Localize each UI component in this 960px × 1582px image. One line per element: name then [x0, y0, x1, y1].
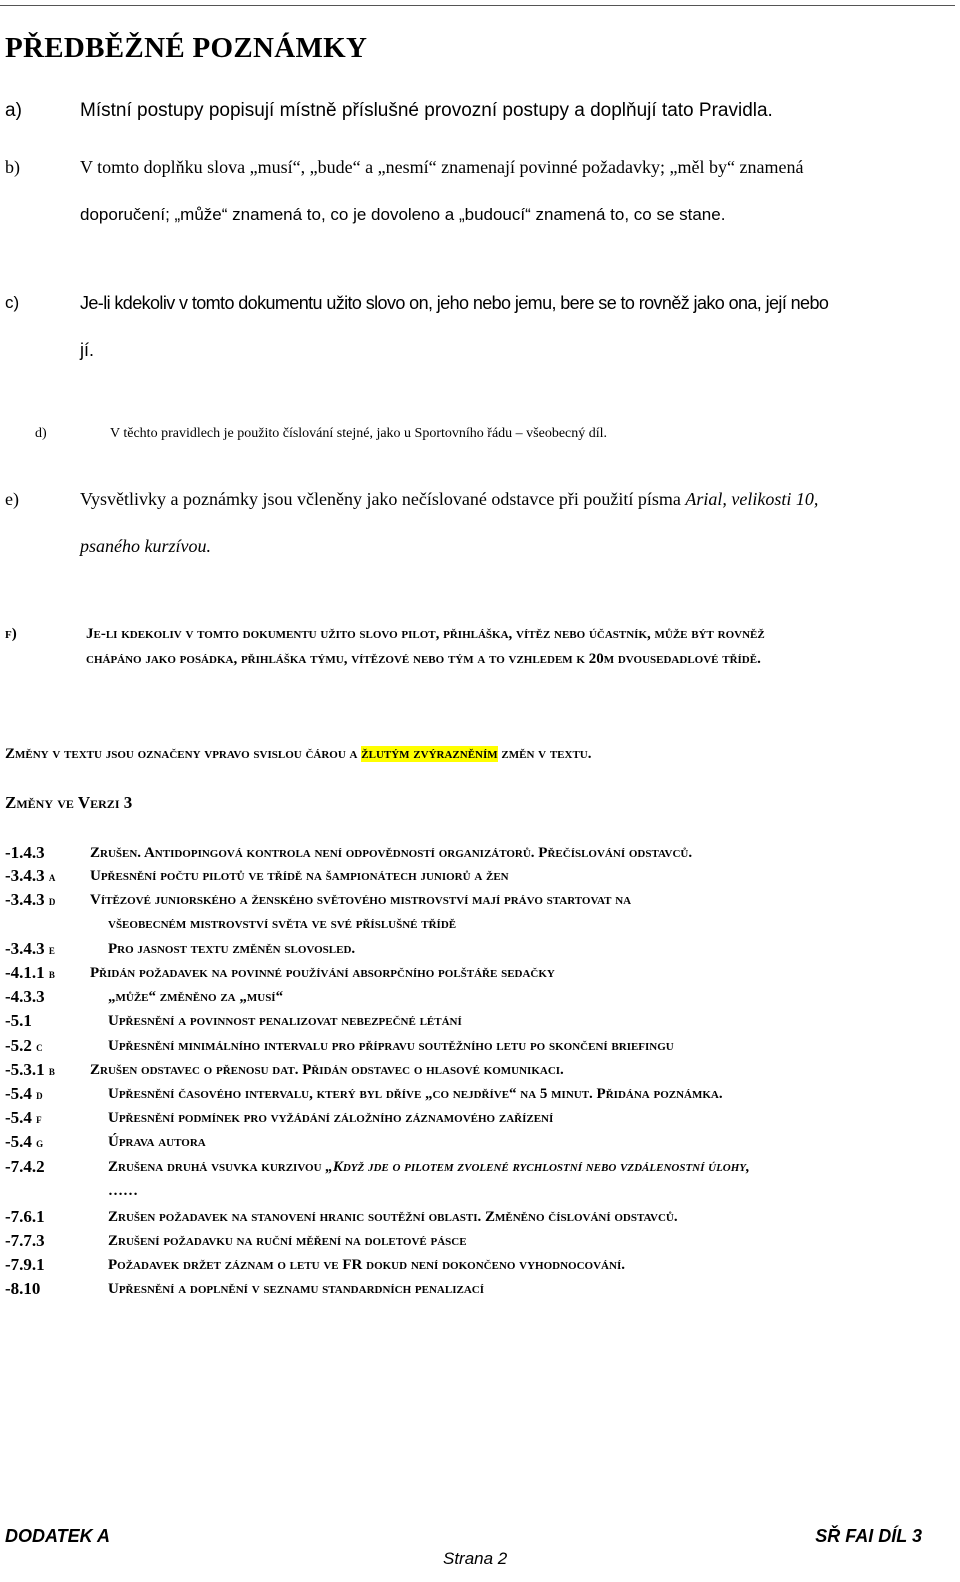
note-c-line1: Je-li kdekoliv v tomto dokumentu užito slovo on, jeho nebo jemu, bere se to rovněž jako ona, její nebo: [80, 293, 829, 313]
note-d-label: d): [35, 426, 47, 441]
change-number: -7.7.3: [5, 1231, 45, 1250]
change-text: „může“ změněno za „musí“: [108, 989, 284, 1005]
change-number: -7.6.1: [5, 1207, 45, 1226]
footer-right: SŘ FAI DÍL 3: [815, 1526, 922, 1546]
note-f-line2: chápáno jako posádka, přihláška týmu, vítězové nebo tým a to vzhledem k 20m dvousedadlové třídě.: [86, 651, 761, 667]
note-c-line2: jí.: [80, 340, 95, 360]
change-text: Vítězové juniorského a ženského světového mistrovství mají právo startovat na: [90, 892, 632, 908]
change-text: Zrušen odstavec o přenosu dat. Přidán odstavec o hlasové komunikaci.: [90, 1062, 564, 1078]
note-b-line1: V tomto doplňku slova „musí“, „bude“ a „nesmí“ znamenají povinné požadavky; „měl by“ znamená: [80, 157, 804, 177]
change-text: Zrušení požadavku na ruční měření na doletové pásce: [108, 1233, 467, 1249]
change-text: Přidán požadavek na povinné používání absorpčního polštáře sedačky: [90, 965, 555, 981]
note-e-label: e): [5, 489, 19, 509]
page-number: Strana 2: [443, 1549, 508, 1568]
note-d-text: V těchto pravidlech je použito číslování stejné, jako u Sportovního řádu – všeobecný díl.: [110, 426, 608, 441]
note-f-line1: Je-li kdekoliv v tomto dokumentu užito slovo pilot, přihláška, vítěz nebo účastník, může být rovněž: [86, 626, 765, 642]
change-number: -8.10: [5, 1279, 41, 1298]
note-a-text: Místní postupy popisují místně příslušné provozní postupy a doplňují tato Pravidla.: [80, 100, 773, 121]
change-text: Upřesnění a doplnění v seznamu standardních penalizací: [108, 1281, 485, 1297]
change-number: -5.4 d: [5, 1084, 43, 1103]
change-text: Zrušen. Antidopingová kontrola není odpovědností organizátorů. Přečíslování odstavců.: [90, 845, 693, 861]
change-text: Zrušen požadavek na stanovení hranic soutěžní oblasti. Změněno číslování odstavců.: [108, 1209, 678, 1225]
change-text: Zrušena druhá vsuvka kurzivou „Když jde o pilotem zvolené rychlostní nebo vzdálenostní úlohy,: [108, 1159, 750, 1175]
change-number: -5.2 c: [5, 1036, 43, 1055]
change-text: Pro jasnost textu změněn slovosled.: [108, 941, 356, 957]
note-e-line1-plain: Vysvětlivky a poznámky jsou včleněny jako nečíslované odstavce při použití písma: [80, 489, 681, 509]
change-number: -3.4.3 e: [5, 939, 55, 958]
note-b-line2: doporučení; „může“ znamená to, co je dovoleno a „budoucí“ znamená to, co se stane.: [80, 205, 726, 224]
change-text: Požadavek držet záznam o letu ve FR dokud není dokončeno vyhodnocování.: [108, 1257, 625, 1273]
change-number: -5.1: [5, 1011, 32, 1030]
page-title: PŘEDBĚŽNÉ POZNÁMKY: [5, 32, 368, 64]
change-number: -5.4 g: [5, 1132, 44, 1151]
note-e-line1-italic: Arial, velikosti 10,: [685, 489, 819, 509]
note-a-label: a): [5, 100, 22, 121]
yellow-highlight-sample: žlutým zvýrazněním: [361, 746, 498, 762]
change-text-continued: všeobecném mistrovství světa ve své příslušné třídě: [108, 916, 457, 932]
change-text-italic: „Když jde o pilotem zvolené rychlostní nebo vzdálenostní úlohy,: [325, 1159, 750, 1175]
change-text: Upřesnění a povinnost penalizovat nebezpečné létání: [108, 1013, 462, 1029]
change-text: Úprava autora: [108, 1134, 206, 1150]
note-b-label: b): [5, 157, 20, 177]
change-text: Upřesnění minimálního intervalu pro přípravu soutěžního letu po skončení briefingu: [108, 1038, 674, 1054]
change-number: -7.9.1: [5, 1255, 45, 1274]
change-number: -7.4.2: [5, 1157, 45, 1176]
top-rule: [0, 5, 955, 6]
version-heading: Změny ve Verzi 3: [5, 793, 133, 812]
note-e-line1: [80, 489, 818, 510]
footer-left: DODATEK A: [5, 1526, 110, 1546]
change-number: -4.3.3: [5, 987, 45, 1006]
change-text: Upřesnění počtu pilotů ve třídě na šampionátech juniorů a žen: [90, 868, 509, 884]
note-f-label: f): [5, 626, 17, 642]
change-number: -4.1.1 b: [5, 963, 55, 982]
changes-marking-after: změn v textu.: [497, 746, 592, 762]
change-number: -1.4.3: [5, 843, 45, 862]
change-text: Upřesnění podmínek pro vyžádání záložního záznamového zařízení: [108, 1110, 554, 1126]
change-number: -5.4 f: [5, 1108, 42, 1127]
note-e-line2: psaného kurzívou.: [80, 536, 211, 556]
change-number: -5.3.1 b: [5, 1060, 55, 1079]
change-number: -3.4.3 d: [5, 890, 56, 909]
changes-marking-before: Změny v textu jsou označeny vpravo svislou čárou a: [5, 746, 362, 762]
change-number: -3.4.3 a: [5, 866, 56, 885]
change-text-continued: ……: [108, 1183, 138, 1199]
changes-marking-note: [5, 746, 591, 763]
change-text: Upřesnění časového intervalu, který byl dříve „co nejdříve“ na 5 minut. Přidána poznámka.: [108, 1086, 723, 1102]
note-c-label: c): [5, 293, 20, 312]
